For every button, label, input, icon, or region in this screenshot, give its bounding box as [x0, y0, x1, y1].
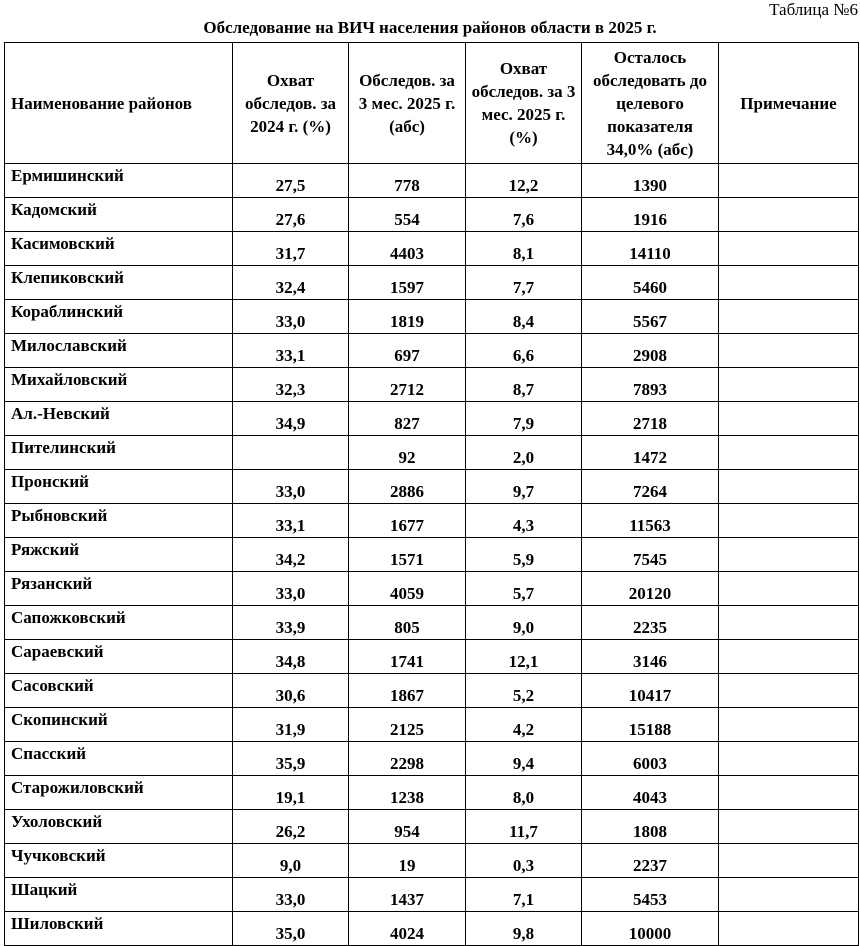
table-row [5, 232, 859, 266]
district-name-cell: Клепиковский [5, 266, 233, 300]
coverage-2024-cell: 35,0 [233, 912, 349, 946]
table-row [5, 436, 859, 470]
district-name-cell: Спасский [5, 742, 233, 776]
table-row [5, 878, 859, 912]
coverage-2024-cell: 33,0 [233, 878, 349, 912]
examined-3-months-cell: 827 [349, 402, 466, 436]
remaining-to-target-cell: 7893 [582, 368, 719, 402]
coverage-2024-cell: 30,6 [233, 674, 349, 708]
note-cell [719, 742, 859, 776]
coverage-3-months-cell: 7,6 [466, 198, 582, 232]
table-number-label: Таблица №6 [769, 0, 858, 19]
district-name-cell: Шиловский [5, 912, 233, 946]
coverage-2024-cell: 33,9 [233, 606, 349, 640]
table-row [5, 844, 859, 878]
note-cell [719, 334, 859, 368]
remaining-to-target-cell: 1390 [582, 164, 719, 198]
table-row [5, 708, 859, 742]
note-cell [719, 402, 859, 436]
note-cell [719, 844, 859, 878]
coverage-3-months-cell: 11,7 [466, 810, 582, 844]
coverage-2024-cell: 32,3 [233, 368, 349, 402]
remaining-to-target-cell: 4043 [582, 776, 719, 810]
coverage-3-months-cell: 4,2 [466, 708, 582, 742]
page-title: Обследование на ВИЧ населения районов области в 2025 г. [203, 18, 657, 37]
coverage-2024-cell: 35,9 [233, 742, 349, 776]
remaining-to-target-cell: 7264 [582, 470, 719, 504]
district-name-cell: Ухоловский [5, 810, 233, 844]
header-remaining-to-target: Осталось обследовать до целевого показателя 34,0% (абс) [582, 43, 719, 164]
coverage-2024-cell: 34,8 [233, 640, 349, 674]
note-cell [719, 640, 859, 674]
coverage-2024-cell: 19,1 [233, 776, 349, 810]
district-name-cell: Старожиловский [5, 776, 233, 810]
district-name-cell: Ряжский [5, 538, 233, 572]
note-cell [719, 538, 859, 572]
examined-3-months-cell: 92 [349, 436, 466, 470]
district-name-cell: Пителинский [5, 436, 233, 470]
note-cell [719, 708, 859, 742]
coverage-3-months-cell: 4,3 [466, 504, 582, 538]
table-row [5, 674, 859, 708]
examined-3-months-cell: 805 [349, 606, 466, 640]
remaining-to-target-cell: 5567 [582, 300, 719, 334]
note-cell [719, 674, 859, 708]
examined-3-months-cell: 4403 [349, 232, 466, 266]
coverage-2024-cell: 33,1 [233, 504, 349, 538]
note-cell [719, 300, 859, 334]
note-cell [719, 436, 859, 470]
note-cell [719, 912, 859, 946]
coverage-3-months-cell: 7,9 [466, 402, 582, 436]
coverage-2024-cell: 33,0 [233, 470, 349, 504]
coverage-2024-cell: 33,0 [233, 572, 349, 606]
remaining-to-target-cell: 14110 [582, 232, 719, 266]
remaining-to-target-cell: 2235 [582, 606, 719, 640]
table-row [5, 776, 859, 810]
examined-3-months-cell: 19 [349, 844, 466, 878]
table-row [5, 538, 859, 572]
remaining-to-target-cell: 6003 [582, 742, 719, 776]
header-note: Примечание [719, 43, 859, 164]
district-name-cell: Кораблинский [5, 300, 233, 334]
table-row [5, 368, 859, 402]
coverage-2024-cell: 33,0 [233, 300, 349, 334]
note-cell [719, 810, 859, 844]
remaining-to-target-cell: 1808 [582, 810, 719, 844]
examined-3-months-cell: 4024 [349, 912, 466, 946]
remaining-to-target-cell: 2718 [582, 402, 719, 436]
table-row [5, 810, 859, 844]
examined-3-months-cell: 1677 [349, 504, 466, 538]
examined-3-months-cell: 1437 [349, 878, 466, 912]
coverage-2024-cell: 34,9 [233, 402, 349, 436]
table-row [5, 198, 859, 232]
coverage-3-months-cell: 9,7 [466, 470, 582, 504]
district-name-cell: Кадомский [5, 198, 233, 232]
coverage-3-months-cell: 9,4 [466, 742, 582, 776]
table-row [5, 640, 859, 674]
hiv-survey-table [4, 42, 859, 946]
district-name-cell: Пронский [5, 470, 233, 504]
note-cell [719, 164, 859, 198]
remaining-to-target-cell: 5460 [582, 266, 719, 300]
coverage-3-months-cell: 5,7 [466, 572, 582, 606]
note-cell [719, 572, 859, 606]
coverage-3-months-cell: 9,8 [466, 912, 582, 946]
district-name-cell: Сараевский [5, 640, 233, 674]
examined-3-months-cell: 1238 [349, 776, 466, 810]
note-cell [719, 368, 859, 402]
examined-3-months-cell: 4059 [349, 572, 466, 606]
note-cell [719, 232, 859, 266]
table-row [5, 504, 859, 538]
examined-3-months-cell: 2125 [349, 708, 466, 742]
note-cell [719, 504, 859, 538]
header-coverage-2024: Охват обследов. за 2024 г. (%) [233, 43, 349, 164]
coverage-2024-cell [233, 436, 349, 470]
table-row [5, 266, 859, 300]
examined-3-months-cell: 2712 [349, 368, 466, 402]
remaining-to-target-cell: 5453 [582, 878, 719, 912]
coverage-3-months-cell: 2,0 [466, 436, 582, 470]
coverage-2024-cell: 31,9 [233, 708, 349, 742]
coverage-2024-cell: 9,0 [233, 844, 349, 878]
examined-3-months-cell: 2298 [349, 742, 466, 776]
coverage-3-months-cell: 8,7 [466, 368, 582, 402]
table-row [5, 402, 859, 436]
examined-3-months-cell: 1741 [349, 640, 466, 674]
table-row [5, 912, 859, 946]
coverage-2024-cell: 27,6 [233, 198, 349, 232]
coverage-2024-cell: 27,5 [233, 164, 349, 198]
district-name-cell: Ал.-Невский [5, 402, 233, 436]
remaining-to-target-cell: 2237 [582, 844, 719, 878]
coverage-3-months-cell: 7,1 [466, 878, 582, 912]
coverage-2024-cell: 31,7 [233, 232, 349, 266]
examined-3-months-cell: 1571 [349, 538, 466, 572]
examined-3-months-cell: 1867 [349, 674, 466, 708]
header-district-name: Наименование районов [5, 43, 233, 164]
examined-3-months-cell: 778 [349, 164, 466, 198]
district-name-cell: Михайловский [5, 368, 233, 402]
remaining-to-target-cell: 20120 [582, 572, 719, 606]
note-cell [719, 606, 859, 640]
district-name-cell: Рыбновский [5, 504, 233, 538]
coverage-3-months-cell: 8,0 [466, 776, 582, 810]
remaining-to-target-cell: 11563 [582, 504, 719, 538]
district-name-cell: Сапожковский [5, 606, 233, 640]
remaining-to-target-cell: 3146 [582, 640, 719, 674]
table-row [5, 334, 859, 368]
note-cell [719, 878, 859, 912]
coverage-3-months-cell: 8,1 [466, 232, 582, 266]
examined-3-months-cell: 2886 [349, 470, 466, 504]
district-name-cell: Чучковский [5, 844, 233, 878]
remaining-to-target-cell: 10417 [582, 674, 719, 708]
examined-3-months-cell: 1597 [349, 266, 466, 300]
coverage-3-months-cell: 9,0 [466, 606, 582, 640]
coverage-3-months-cell: 6,6 [466, 334, 582, 368]
note-cell [719, 470, 859, 504]
examined-3-months-cell: 697 [349, 334, 466, 368]
coverage-3-months-cell: 5,2 [466, 674, 582, 708]
examined-3-months-cell: 954 [349, 810, 466, 844]
examined-3-months-cell: 554 [349, 198, 466, 232]
coverage-2024-cell: 34,2 [233, 538, 349, 572]
district-name-cell: Сасовский [5, 674, 233, 708]
remaining-to-target-cell: 1472 [582, 436, 719, 470]
district-name-cell: Рязанский [5, 572, 233, 606]
table-body [5, 164, 859, 946]
coverage-3-months-cell: 7,7 [466, 266, 582, 300]
coverage-2024-cell: 33,1 [233, 334, 349, 368]
table-row [5, 300, 859, 334]
coverage-3-months-cell: 0,3 [466, 844, 582, 878]
coverage-3-months-cell: 8,4 [466, 300, 582, 334]
district-name-cell: Ермишинский [5, 164, 233, 198]
header-examined-3-months: Обследов. за 3 мес. 2025 г. (абс) [349, 43, 466, 164]
remaining-to-target-cell: 7545 [582, 538, 719, 572]
district-name-cell: Милославский [5, 334, 233, 368]
table-row [5, 164, 859, 198]
table-row [5, 606, 859, 640]
coverage-3-months-cell: 12,2 [466, 164, 582, 198]
remaining-to-target-cell: 2908 [582, 334, 719, 368]
examined-3-months-cell: 1819 [349, 300, 466, 334]
remaining-to-target-cell: 10000 [582, 912, 719, 946]
note-cell [719, 776, 859, 810]
table-header-row [5, 43, 859, 164]
district-name-cell: Шацкий [5, 878, 233, 912]
table-row [5, 742, 859, 776]
table-row [5, 470, 859, 504]
coverage-2024-cell: 26,2 [233, 810, 349, 844]
note-cell [719, 198, 859, 232]
header-coverage-3-months: Охват обследов. за 3 мес. 2025 г. (%) [466, 43, 582, 164]
coverage-3-months-cell: 5,9 [466, 538, 582, 572]
remaining-to-target-cell: 15188 [582, 708, 719, 742]
note-cell [719, 266, 859, 300]
coverage-3-months-cell: 12,1 [466, 640, 582, 674]
remaining-to-target-cell: 1916 [582, 198, 719, 232]
district-name-cell: Скопинский [5, 708, 233, 742]
district-name-cell: Касимовский [5, 232, 233, 266]
table-row [5, 572, 859, 606]
coverage-2024-cell: 32,4 [233, 266, 349, 300]
